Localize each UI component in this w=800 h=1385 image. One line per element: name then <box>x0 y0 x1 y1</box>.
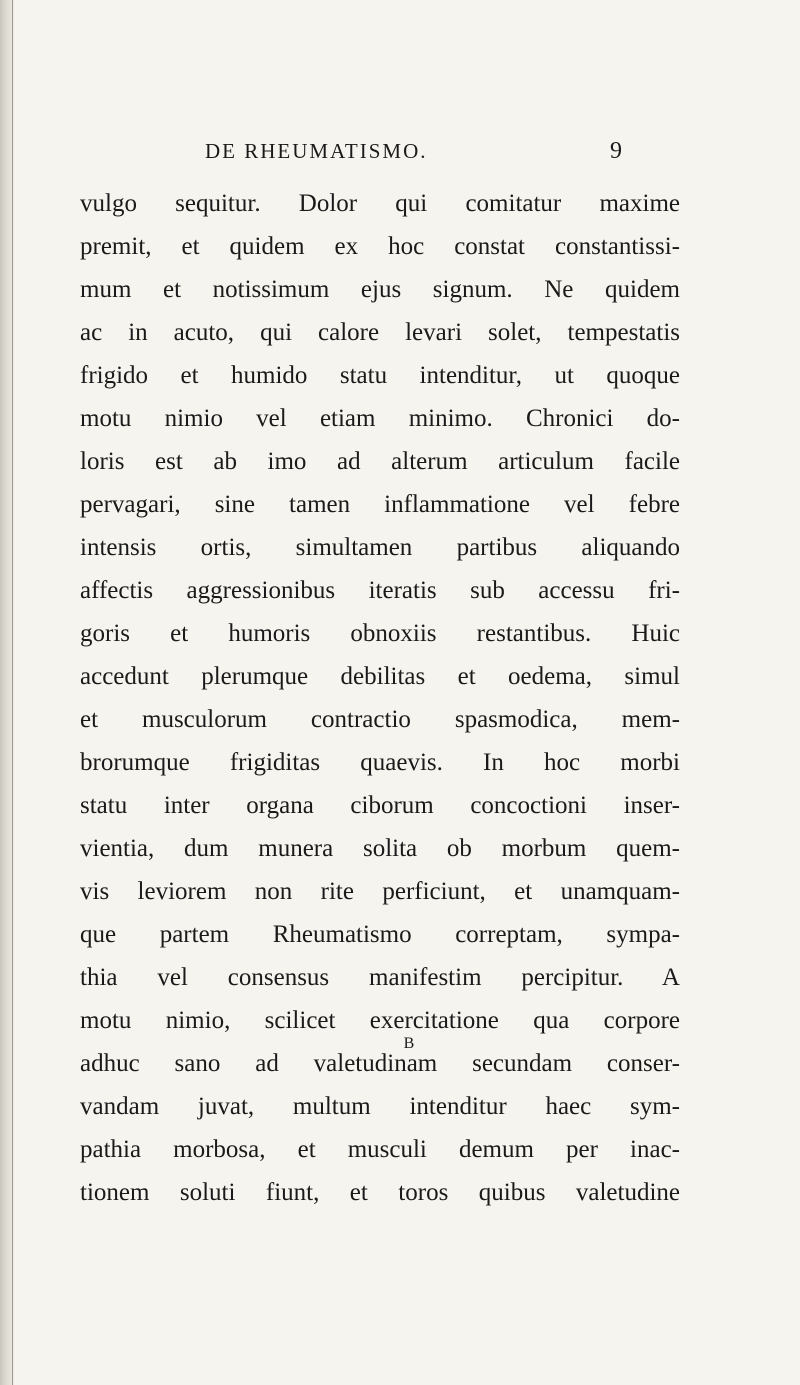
text-line: goris et humoris obnoxiis restantibus. Huic <box>80 620 680 647</box>
text-line: frigido et humido statu intenditur, ut quoque <box>80 362 680 389</box>
text-line: thia vel consensus manifestim percipitur. A <box>80 964 680 991</box>
text-line: pervagari, sine tamen inflammatione vel febre <box>80 491 680 518</box>
text-line: pathia morbosa, et musculi demum per inac- <box>80 1136 680 1163</box>
text-line: tionem soluti fiunt, et toros quibus valetudine <box>80 1179 680 1206</box>
page-header <box>0 136 800 166</box>
text-line: affectis aggressionibus iteratis sub accessu fri- <box>80 577 680 604</box>
text-line: accedunt plerumque debilitas et oedema, simul <box>80 663 680 690</box>
signature-mark: B <box>403 1035 415 1052</box>
running-head: DE RHEUMATISMO. <box>205 139 428 163</box>
text-line: et musculorum contractio spasmodica, mem- <box>80 706 680 733</box>
text-line: statu inter organa ciborum concoctioni inser- <box>80 792 680 819</box>
text-line: vulgo sequitur. Dolor qui comitatur maxime <box>80 190 680 217</box>
text-line: intensis ortis, simultamen partibus aliquando <box>80 534 680 561</box>
text-line: loris est ab imo ad alterum articulum facile <box>80 448 680 475</box>
text-line: premit, et quidem ex hoc constat constantissi- <box>80 233 680 260</box>
text-line: ac in acuto, qui calore levari solet, tempestatis <box>80 319 680 346</box>
text-line: adhuc sano ad valetudinam secundam conser- <box>80 1050 680 1077</box>
text-line: vandam juvat, multum intenditur haec sym- <box>80 1093 680 1120</box>
body-text <box>80 182 680 1214</box>
text-line: vis leviorem non rite perficiunt, et unamquam- <box>80 878 680 905</box>
text-line: brorumque frigiditas quaevis. In hoc morbi <box>80 749 680 776</box>
text-line: mum et notissimum ejus signum. Ne quidem <box>80 276 680 303</box>
text-line: motu nimio vel etiam minimo. Chronici do- <box>80 405 680 432</box>
binding-edge <box>12 0 13 1385</box>
page-number: 9 <box>610 138 622 164</box>
text-line: motu nimio, scilicet exercitatione qua corpore <box>80 1007 680 1034</box>
text-line: vientia, dum munera solita ob morbum quem- <box>80 835 680 862</box>
text-line: que partem Rheumatismo correptam, sympa- <box>80 921 680 948</box>
